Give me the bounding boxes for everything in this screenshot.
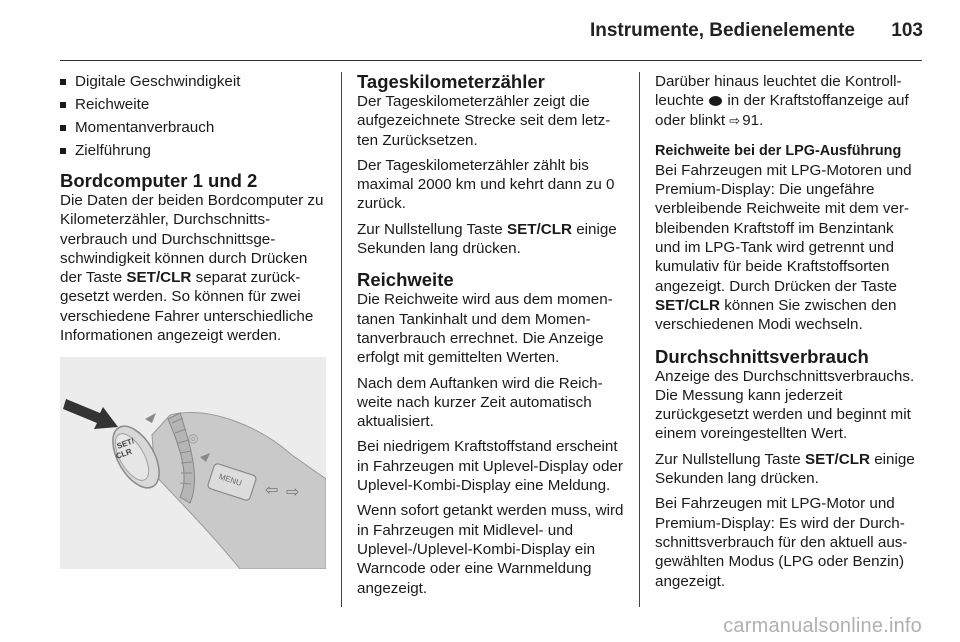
page-reference-arrow-icon: ⇨ — [729, 112, 741, 128]
stalk-drawing — [60, 357, 326, 569]
key-label: SET/CLR — [126, 269, 192, 287]
key-label: SET/CLR — [804, 450, 870, 468]
avg-paragraph-3: Bei Fahrzeugen mit LPG-Motor und Premium-Display: Es wird der Durchschnittsverbrauch für den aktuell ausgewählten Modus (LPG oder Benzin) angezeigt. — [655, 495, 908, 590]
range-paragraph-2: Nach dem Auftanken wird die Reichweite nach kurzer Zeit automatisch aktualisiert. — [357, 374, 603, 431]
text-run: Bei Fahrzeugen mit LPG-Motoren und Premium-Display: Die ungefähre verbleibende Reichweite mit dem verbleibenden Kraftstoff im Benzintank und im LPG-Tank wird getrennt und kumulativ für beide Kraftstoffsorten angezeigt. Durch Drücken der Taste — [655, 161, 912, 295]
menu-label: MENU — [217, 472, 243, 489]
key-label: SET/CLR — [655, 296, 720, 314]
running-header-title: Instrumente, Bedienelemente — [589, 20, 855, 41]
header-rule — [60, 60, 922, 61]
range-paragraph-4: Wenn sofort getankt werden muss, wird in Fahrzeugen mit Midlevel- und Uplevel-/Uplevel-Kombi-Display ein Warncode oder eine Warnmeldung angezeigt. — [357, 502, 624, 597]
text-run: können Sie zwischen den verschiedenen Modi wechseln. — [655, 296, 897, 334]
watermark: carmanualsonline.info — [723, 615, 922, 637]
set-label: SET/ — [115, 436, 136, 452]
trip-paragraph-1: Der Tageskilometerzähler zeigt die aufgezeichnete Strecke seit dem letzten Zurücksetzen. — [357, 93, 611, 149]
page-reference: 91. — [742, 111, 764, 129]
section-heading-range: Reichweite — [357, 269, 454, 291]
display-options-list — [60, 72, 328, 160]
column-2 — [357, 72, 625, 604]
list-item: Zielführung — [60, 141, 328, 160]
text-run: separat zurückgesetzt werden. So können für zwei verschiedene Fahrer unterschiedliche Informationen angezeigt werden. — [60, 269, 314, 345]
clr-label: CLR — [114, 447, 134, 462]
fuel-warning-lamp-icon — [709, 96, 722, 106]
section-heading-lpg-range: Reichweite bei der LPG-Ausführung — [655, 142, 902, 159]
section-heading-trip: Tageskilometerzähler — [357, 71, 545, 92]
range-paragraph-3: Bei niedrigem Kraftstoffstand erscheint in Fahrzeugen mit Uplevel-Display oder Uplevel-Kombi-Display eine Meldung. — [357, 438, 623, 495]
arrow-right-icon: ⇨ — [286, 484, 300, 502]
text-run: Die Daten der beiden Bordcomputer zu Kilometerzähler, Durchschnittsverbrauch und Durchschnittsgeschwindigkeit können durch Drücken der Taste — [60, 191, 324, 287]
text-run: einige Sekunden lang drücken. — [655, 450, 915, 488]
text-run: einige Sekunden lang drücken. — [357, 220, 617, 258]
trip-paragraph-3 — [357, 220, 625, 259]
text-run: Zur Nullstellung Taste — [357, 220, 507, 238]
bordcomputer-paragraph — [60, 191, 328, 345]
column-divider-1 — [341, 72, 342, 607]
range-paragraph-1: Die Reichweite wird aus dem momentanen Tankinhalt und dem Momentanverbrauch errechnet. Die Anzeige erfolgt mit gemittelten Werten. — [357, 291, 613, 367]
arrow-left-icon: ⇦ — [265, 482, 279, 500]
list-item: Digitale Geschwindigkeit — [60, 72, 328, 91]
key-label: SET/CLR — [506, 220, 572, 238]
text-run: Darüber hinaus leuchtet die Kontrollleuchte — [655, 73, 902, 110]
list-item: Momentanverbrauch — [60, 118, 328, 137]
turn-signal-stalk-illustration — [60, 357, 326, 569]
section-heading-avg-consumption: Durchschnittsverbrauch — [655, 345, 869, 367]
lpg-paragraph — [655, 161, 923, 335]
list-item: Reichweite — [60, 95, 328, 114]
page-number: 103 — [891, 20, 923, 41]
fuel-lamp-paragraph — [655, 72, 923, 130]
avg-paragraph-1: Anzeige des Durchschnittsverbrauchs. Die Messung kann jederzeit zurückgesetzt werden und beginnt mit einem voreingestellten Wert. — [655, 367, 915, 443]
column-3 — [655, 72, 923, 597]
text-run: Zur Nullstellung Taste — [655, 450, 805, 468]
text-run: in der Kraftstoffanzeige auf oder blinkt — [655, 92, 909, 129]
light-symbol-icon: ◎ — [188, 431, 199, 446]
avg-paragraph-2 — [655, 450, 923, 489]
trip-paragraph-2: Der Tageskilometerzähler zählt bis maximal 2000 km und kehrt dann zu 0 zurück. — [357, 156, 615, 213]
section-heading-bordcomputer: Bordcomputer 1 und 2 — [60, 169, 258, 191]
column-1 — [60, 72, 328, 569]
column-divider-2 — [639, 72, 640, 607]
